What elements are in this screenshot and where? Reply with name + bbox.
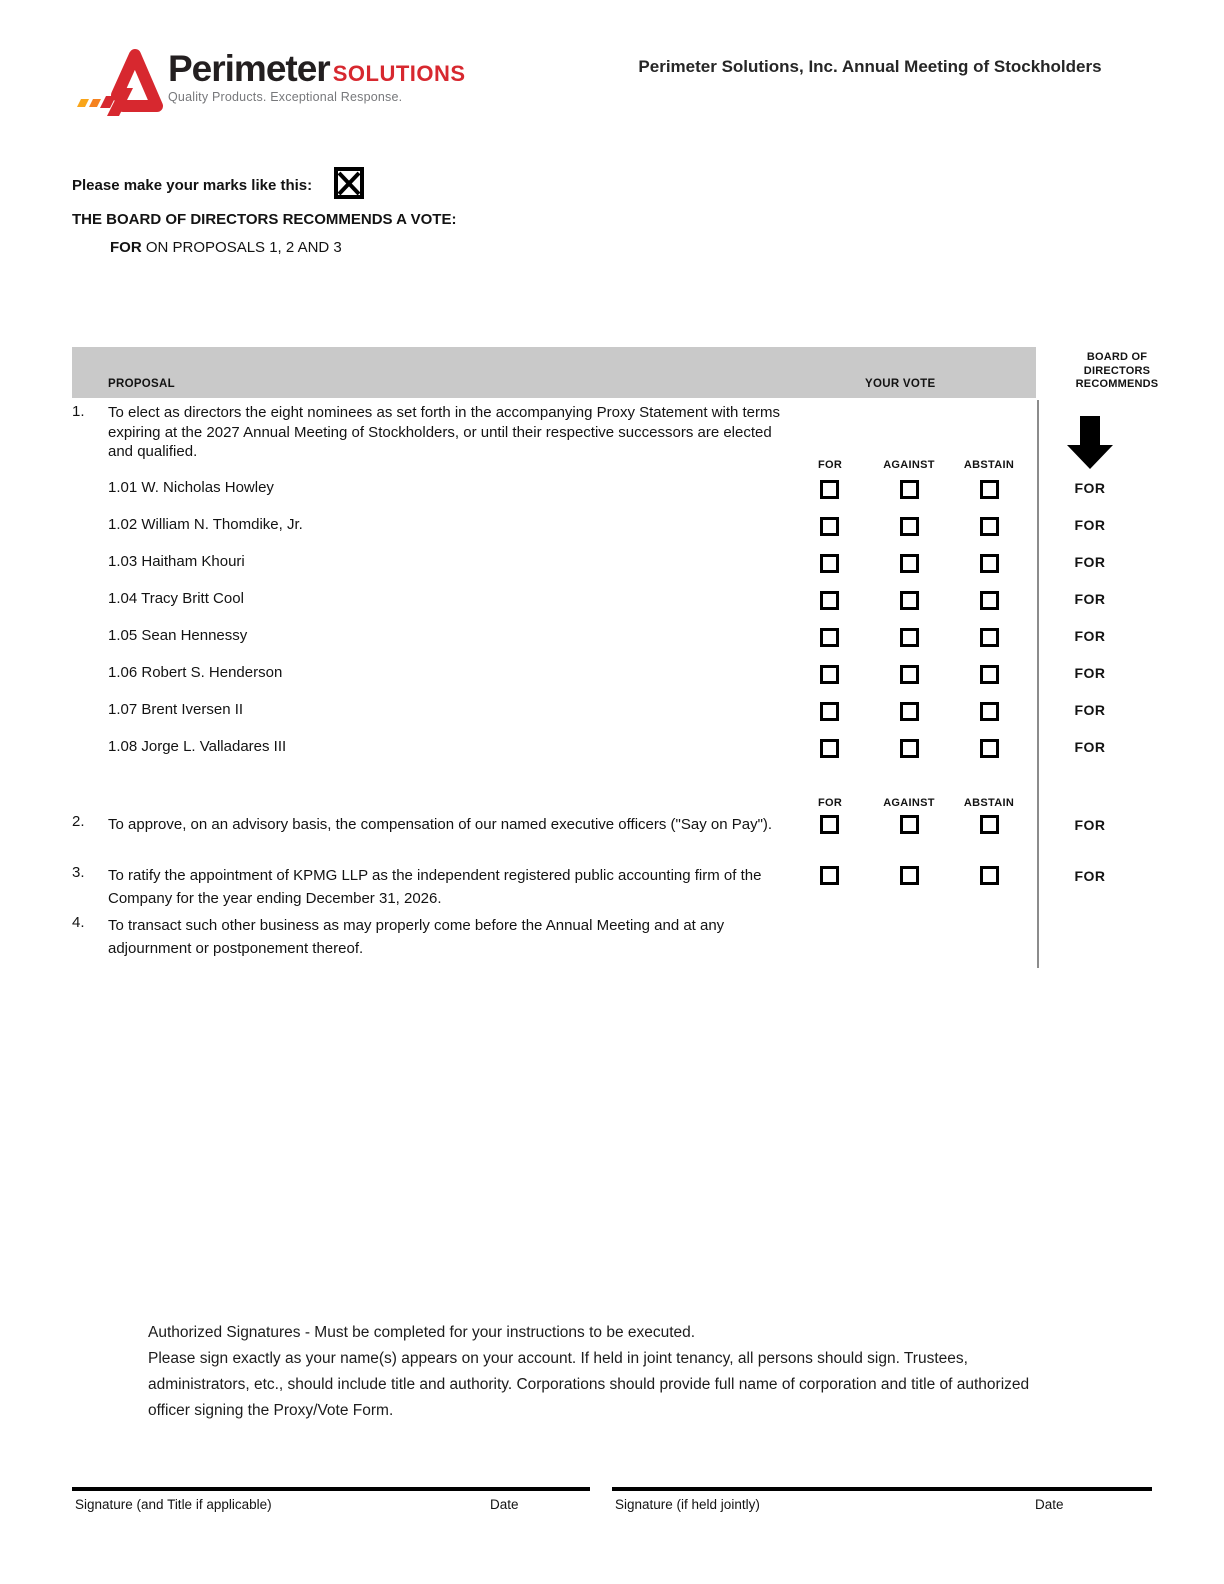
checkbox-abstain[interactable] (980, 591, 999, 610)
board-recommendation-value: FOR (1074, 628, 1106, 644)
checkbox-for[interactable] (820, 591, 839, 610)
checkbox-abstain[interactable] (980, 665, 999, 684)
checkbox-for[interactable] (820, 665, 839, 684)
nominee-number: 1.06 (108, 664, 138, 681)
vote-option-header-abstain: ABSTAIN (963, 459, 1015, 471)
vote-option-header-against: AGAINST (883, 797, 935, 809)
board-recommendation-value: FOR (1074, 480, 1106, 496)
mark-instruction: Please make your marks like this: (72, 177, 313, 194)
board-recommendation-value: FOR (1074, 554, 1106, 570)
board-recommendation-value: FOR (1074, 665, 1106, 681)
board-recommendation-detail (110, 239, 342, 256)
proposal-3-checkbox-abstain[interactable] (980, 866, 999, 885)
nominee-name-text: Tracy Britt Cool (141, 590, 244, 607)
perimeter-logo-icon (73, 42, 167, 120)
nominee-name (108, 553, 245, 570)
nominees-list (0, 479, 1224, 775)
checkbox-for[interactable] (820, 628, 839, 647)
proposal-2-checkbox-for[interactable] (820, 815, 839, 834)
nominee-row (0, 701, 1224, 738)
board-recommendation-value: FOR (1074, 702, 1106, 718)
date-right-label: Date (1035, 1497, 1064, 1512)
nominee-name-text: William N. Thomdike, Jr. (141, 516, 303, 533)
checkbox-abstain[interactable] (980, 702, 999, 721)
checkbox-abstain[interactable] (980, 739, 999, 758)
proposal-2-number: 2. (72, 813, 85, 830)
signature-line-right[interactable] (612, 1487, 1152, 1491)
proposal-3-number: 3. (72, 864, 85, 881)
authorized-signatures-heading: Authorized Signatures - Must be completed for your instructions to be executed. (148, 1324, 696, 1341)
checkbox-against[interactable] (900, 480, 919, 499)
proposal-1-text: To elect as directors the eight nominees as set forth in the accompanying Proxy Statement with terms expiring at the 2027 Annual Meeting of Stockholders, or until their respective successors are elected and qualified. (108, 404, 780, 460)
checkbox-against[interactable] (900, 554, 919, 573)
checkbox-for[interactable] (820, 554, 839, 573)
nominee-name (108, 516, 303, 533)
vote-option-header-abstain: ABSTAIN (963, 797, 1015, 809)
checkbox-against[interactable] (900, 628, 919, 647)
recommends-header-line: RECOMMENDS (1075, 378, 1159, 390)
nominee-name-text: Haitham Khouri (141, 553, 245, 570)
logo-brand-text: Perimeter (168, 48, 330, 89)
vote-option-header-for: FOR (817, 797, 843, 809)
board-recommendation-value: FOR (1074, 739, 1106, 755)
proposal-4-number: 4. (72, 914, 85, 931)
proposal-2-checkbox-against[interactable] (900, 815, 919, 834)
nominee-row (0, 516, 1224, 553)
perimeter-logo (168, 50, 466, 104)
checkbox-for[interactable] (820, 739, 839, 758)
checkbox-abstain[interactable] (980, 628, 999, 647)
signature-right-label: Signature (if held jointly) (615, 1497, 760, 1512)
marked-checkbox-example-icon (334, 167, 364, 199)
nominee-name-text: Sean Hennessy (141, 627, 248, 644)
proposal-3-recommendation: FOR (1074, 868, 1106, 884)
checkbox-abstain[interactable] (980, 517, 999, 536)
checkbox-against[interactable] (900, 591, 919, 610)
page-title: Perimeter Solutions, Inc. Annual Meeting of Stockholders (638, 57, 1102, 76)
board-recommendation-value: FOR (1074, 517, 1106, 533)
nominee-number: 1.04 (108, 590, 138, 607)
recommendation-rest-text: ON PROPOSALS 1, 2 AND 3 (145, 239, 342, 256)
recommends-header-line: DIRECTORS (1083, 364, 1151, 377)
proposal-1-number: 1. (72, 403, 85, 420)
proposal-4-text: To transact such other business as may properly come before the Annual Meeting and at any adjournment or postponement thereof. (108, 917, 725, 957)
nominee-number: 1.01 (108, 479, 138, 496)
nominee-name-text: W. Nicholas Howley (141, 479, 274, 496)
proposal-column-header: PROPOSAL (108, 378, 175, 390)
checkbox-against[interactable] (900, 702, 919, 721)
nominee-name (108, 701, 243, 718)
signature-line-left[interactable] (72, 1487, 590, 1491)
signature-left-label: Signature (and Title if applicable) (75, 1497, 272, 1512)
checkbox-against[interactable] (900, 665, 919, 684)
checkbox-against[interactable] (900, 739, 919, 758)
nominee-name-text: Brent Iversen II (141, 701, 244, 718)
nominee-row (0, 664, 1224, 701)
nominee-row (0, 590, 1224, 627)
nominee-name (108, 479, 274, 496)
proposal-3-checkbox-for[interactable] (820, 866, 839, 885)
nominee-name (108, 627, 247, 644)
recommendation-for-text: FOR (110, 239, 142, 256)
nominee-name-text: Jorge L. Valladares III (141, 738, 287, 755)
checkbox-for[interactable] (820, 517, 839, 536)
nominee-number: 1.08 (108, 738, 138, 755)
nominee-row (0, 553, 1224, 590)
nominee-row (0, 627, 1224, 664)
nominee-name (108, 664, 282, 681)
vote-option-header-against: AGAINST (883, 459, 935, 471)
proposal-3-text: To ratify the appointment of KPMG LLP as the independent registered public accounting firm of the Company for the year ending December 31, 2026. (108, 867, 762, 907)
nominee-row (0, 738, 1224, 775)
nominee-number: 1.02 (108, 516, 138, 533)
recommends-header-line: BOARD OF (1086, 351, 1148, 363)
checkbox-for[interactable] (820, 702, 839, 721)
logo-suffix-text: SOLUTIONS (332, 61, 466, 86)
logo-tagline: Quality Products. Exceptional Response. (168, 90, 403, 104)
date-left-label: Date (490, 1497, 519, 1512)
nominee-row (0, 479, 1224, 516)
nominee-number: 1.07 (108, 701, 138, 718)
down-arrow-icon (1066, 416, 1114, 470)
nominee-name (108, 590, 244, 607)
board-recommends-column-header (1042, 351, 1192, 392)
table-header-bar (72, 347, 1036, 398)
checkbox-for[interactable] (820, 480, 839, 499)
proposal-2-text: To approve, on an advisory basis, the compensation of our named executive officers ("Say on Pay"). (108, 816, 773, 833)
nominee-number: 1.03 (108, 553, 138, 570)
nominee-name-text: Robert S. Henderson (141, 664, 283, 681)
checkbox-against[interactable] (900, 517, 919, 536)
proposal-3-checkbox-against[interactable] (900, 866, 919, 885)
board-recommendation-heading: THE BOARD OF DIRECTORS RECOMMENDS A VOTE: (72, 211, 457, 228)
proposal-2-recommendation: FOR (1074, 817, 1106, 833)
checkbox-abstain[interactable] (980, 480, 999, 499)
checkbox-abstain[interactable] (980, 554, 999, 573)
vote-option-header-for: FOR (817, 459, 843, 471)
nominee-number: 1.05 (108, 627, 138, 644)
authorized-signatures-body: Please sign exactly as your name(s) appears on your account. If held in joint tenancy, all persons should sign. Trustees, administrators, etc., should include title and authority. Corporations should provide full name of corporation and title of authorized officer signing the Proxy/Vote Form. (148, 1350, 1030, 1419)
nominee-name (108, 738, 286, 755)
proposal-2-checkbox-abstain[interactable] (980, 815, 999, 834)
your-vote-column-header: YOUR VOTE (865, 378, 936, 390)
authorized-signatures-section (148, 1320, 1056, 1424)
board-recommendation-value: FOR (1074, 591, 1106, 607)
